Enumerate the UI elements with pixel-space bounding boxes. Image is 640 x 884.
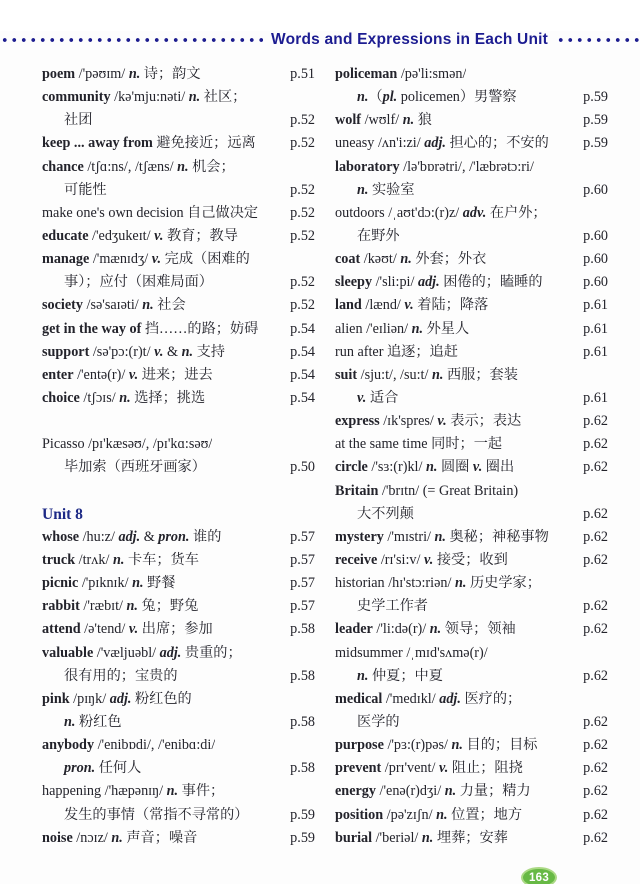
left-column xyxy=(42,63,315,850)
page-ref: p.62 xyxy=(583,713,608,730)
entry-text: noise /nɔɪz/ n. 声音；噪音 xyxy=(42,829,198,846)
entry-line xyxy=(335,63,608,86)
page-ref: p.54 xyxy=(290,389,315,406)
entry-text: keep ... away from 避免接近；远离 xyxy=(42,135,256,152)
entry-text: prevent /prɪ'vent/ v. 阻止；阻挠 xyxy=(335,760,523,777)
page-ref: p.54 xyxy=(290,366,315,383)
page-ref: p.62 xyxy=(583,598,608,615)
entry-text: chance /tʃɑ:ns/, /tʃæns/ n. 机会； xyxy=(42,158,235,175)
entry-line xyxy=(42,433,315,456)
entry-text: manage /'mænɪdʒ/ v. 完成（困难的 xyxy=(42,251,250,268)
entry-line xyxy=(335,526,608,549)
entry-line xyxy=(42,526,315,549)
entry-text: wolf /wʊlf/ n. 狼 xyxy=(335,112,432,129)
entry-line xyxy=(335,433,608,456)
entry-line xyxy=(335,202,608,225)
entry-text: v. 适合 xyxy=(357,389,399,406)
page-ref: p.60 xyxy=(583,181,608,198)
entry-line xyxy=(42,780,315,803)
page-number: 163 xyxy=(528,871,550,884)
entry-line xyxy=(42,549,315,572)
entry-line xyxy=(335,780,608,803)
page-ref: p.62 xyxy=(583,760,608,777)
entry-line xyxy=(42,827,315,850)
page-ref: p.57 xyxy=(290,551,315,568)
entry-text: 在野外 xyxy=(357,227,400,244)
entry-line xyxy=(335,410,608,433)
entry-text: mystery /'mɪstri/ n. 奥秘；神秘事物 xyxy=(335,528,549,545)
page-ref: p.58 xyxy=(290,667,315,684)
entry-line xyxy=(42,156,315,179)
entry-text: truck /trʌk/ n. 卡车；货车 xyxy=(42,551,199,568)
entry-line xyxy=(42,86,315,109)
entry-text: 医学的 xyxy=(357,713,400,730)
page-ref: p.52 xyxy=(290,227,315,244)
entry-text: 社团 xyxy=(64,112,93,129)
entry-text: midsummer /ˌmɪd'sʌmə(r)/ xyxy=(335,644,488,661)
entry-line xyxy=(42,665,315,688)
page-ref: p.59 xyxy=(583,112,608,129)
entry-line xyxy=(335,549,608,572)
entry-text: leader /'li:də(r)/ n. 领导；领袖 xyxy=(335,621,516,638)
entry-line xyxy=(335,734,608,757)
page-ref: p.61 xyxy=(583,320,608,337)
entry-text: community /kə'mju:nəti/ n. 社区； xyxy=(42,89,247,106)
entry-text: 史学工作者 xyxy=(357,598,428,615)
dotted-divider-right xyxy=(556,37,640,43)
entry-text: 大不列颠 xyxy=(357,505,414,522)
entry-line xyxy=(42,271,315,294)
entry-text: uneasy /ʌn'i:zi/ adj. 担心的；不安的 xyxy=(335,135,549,152)
entry-text: n. 粉红色 xyxy=(64,713,122,730)
entry-line xyxy=(335,503,608,526)
entry-line xyxy=(42,248,315,271)
entry-line xyxy=(335,827,608,850)
entry-text: energy /'enə(r)dʒi/ n. 力量；精力 xyxy=(335,783,531,800)
page-ref: p.62 xyxy=(583,737,608,754)
entry-line xyxy=(42,757,315,780)
entry-text: Britain /'brɪtn/ (= Great Britain) xyxy=(335,482,519,499)
entry-line xyxy=(42,711,315,734)
entry-line xyxy=(42,387,315,410)
entry-text: poem /'pəʊɪm/ n. 诗；韵文 xyxy=(42,66,201,82)
entry-line xyxy=(335,711,608,734)
unit-heading xyxy=(42,503,315,526)
entry-line xyxy=(42,225,315,248)
entry-text: picnic /'pɪknɪk/ n. 野餐 xyxy=(42,575,176,592)
entry-line xyxy=(335,318,608,341)
entry-line xyxy=(42,456,315,479)
spacer-line xyxy=(42,480,315,503)
page-ref: p.62 xyxy=(583,551,608,568)
entry-text: pink /pɪŋk/ adj. 粉红色的 xyxy=(42,690,192,707)
entry-line xyxy=(335,757,608,780)
entry-text: land /lænd/ v. 着陆；降落 xyxy=(335,297,489,314)
entry-text: anybody /'enibɒdi/, /'enibɑ:di/ xyxy=(42,737,216,754)
entry-text: n. 实验室 xyxy=(357,181,415,198)
entry-line xyxy=(335,294,608,317)
entry-text: 可能性 xyxy=(64,181,107,198)
page-ref: p.52 xyxy=(290,181,315,198)
entry-text: receive /rɪ'si:v/ v. 接受；收到 xyxy=(335,551,508,568)
entry-line xyxy=(335,248,608,271)
entry-text: coat /kəʊt/ n. 外套；外衣 xyxy=(335,251,487,268)
page-ref: p.61 xyxy=(583,343,608,360)
page-ref: p.62 xyxy=(583,667,608,684)
entry-text: 毕加索（西班牙画家） xyxy=(64,459,206,476)
page-ref: p.62 xyxy=(583,413,608,430)
entry-line xyxy=(42,618,315,641)
page-ref: p.62 xyxy=(583,505,608,522)
entry-line xyxy=(335,642,608,665)
entry-line xyxy=(335,456,608,479)
entry-text: 很有用的；宝贵的 xyxy=(64,667,178,684)
entry-text: burial /'beriəl/ n. 埋葬；安葬 xyxy=(335,829,508,846)
entry-text: at the same time 同时；一起 xyxy=(335,436,503,453)
entry-line xyxy=(42,294,315,317)
entry-text: rabbit /'ræbɪt/ n. 兔；野兔 xyxy=(42,598,199,615)
entry-line xyxy=(335,595,608,618)
entry-line xyxy=(335,341,608,364)
page-ref: p.62 xyxy=(583,806,608,823)
entry-text: educate /'edʒukeɪt/ v. 教育；教导 xyxy=(42,227,238,244)
entry-line xyxy=(335,364,608,387)
entry-text: circle /'sɜ:(r)kl/ n. 圆圈 v. 圈出 xyxy=(335,459,515,476)
entry-line xyxy=(335,804,608,827)
entry-text: purpose /'pɜ:(r)pəs/ n. 目的；目标 xyxy=(335,737,538,754)
page-ref: p.61 xyxy=(583,389,608,406)
page-ref: p.58 xyxy=(290,713,315,730)
page-ref: p.61 xyxy=(583,297,608,314)
spacer-line xyxy=(42,410,315,433)
entry-text: express /ɪk'spres/ v. 表示；表达 xyxy=(335,413,522,430)
dotted-divider-left xyxy=(0,37,263,43)
entry-line xyxy=(42,595,315,618)
entry-line xyxy=(335,688,608,711)
entry-text: get in the way of 挡……的路；妨碍 xyxy=(42,320,259,337)
page-ref: p.59 xyxy=(290,829,315,846)
entry-text: valuable /'væljuəbl/ adj. 贵重的； xyxy=(42,644,242,661)
entry-line xyxy=(335,572,608,595)
page-ref: p.58 xyxy=(290,760,315,777)
entry-line xyxy=(42,318,315,341)
page-ref: p.58 xyxy=(290,621,315,638)
entry-line xyxy=(42,364,315,387)
page-ref: p.52 xyxy=(290,135,315,152)
page-number-badge xyxy=(521,867,557,884)
entry-line xyxy=(335,132,608,155)
entry-line xyxy=(335,179,608,202)
entry-line xyxy=(42,132,315,155)
page-ref: p.52 xyxy=(290,112,315,129)
entry-text: n. 仲夏；中夏 xyxy=(357,667,443,684)
entry-text: historian /hɪ'stɔ:riən/ n. 历史学家； xyxy=(335,575,541,592)
entry-line xyxy=(42,734,315,757)
entry-line xyxy=(42,572,315,595)
entry-text: policeman /pə'li:smən/ xyxy=(335,66,467,82)
entry-line xyxy=(335,665,608,688)
entry-line xyxy=(42,63,315,86)
entry-text: position /pə'zɪʃn/ n. 位置；地方 xyxy=(335,806,523,823)
entry-line xyxy=(42,202,315,225)
page-ref: p.51 xyxy=(290,66,315,82)
right-column xyxy=(335,63,608,850)
entry-line xyxy=(335,618,608,641)
page-ref: p.59 xyxy=(583,135,608,152)
entry-text: laboratory /lə'bɒrətri/, /'læbrətɔ:ri/ xyxy=(335,158,534,175)
entry-line xyxy=(335,480,608,503)
page-ref: p.62 xyxy=(583,459,608,476)
page-ref: p.52 xyxy=(290,204,315,221)
page-ref: p.54 xyxy=(290,343,315,360)
page-ref: p.52 xyxy=(290,297,315,314)
entry-text: sleepy /'sli:pi/ adj. 困倦的；瞌睡的 xyxy=(335,274,543,291)
entry-text: 发生的事情（常指不寻常的） xyxy=(64,806,249,823)
page-ref: p.57 xyxy=(290,575,315,592)
entry-text: n.（pl. policemen）男警察 xyxy=(357,89,517,106)
entry-text: attend /ə'tend/ v. 出席；参加 xyxy=(42,621,213,638)
entry-text: enter /'entə(r)/ v. 进来；进去 xyxy=(42,366,213,383)
page-ref: p.50 xyxy=(290,459,315,476)
page-ref: p.62 xyxy=(583,783,608,800)
entry-text: support /sə'pɔ:(r)t/ v. & n. 支持 xyxy=(42,343,225,360)
page-ref: p.60 xyxy=(583,274,608,291)
textbook-page xyxy=(0,31,640,884)
entry-text: whose /hu:z/ adj. & pron. 谁的 xyxy=(42,528,222,545)
glossary-columns xyxy=(42,63,608,850)
unit-heading-label: Unit 8 xyxy=(42,505,83,523)
page-ref: p.60 xyxy=(583,227,608,244)
entry-line xyxy=(335,387,608,410)
page-ref: p.57 xyxy=(290,598,315,615)
page-ref: p.57 xyxy=(290,528,315,545)
page-header xyxy=(0,31,640,49)
entry-text: happening /'hæpənɪŋ/ n. 事件； xyxy=(42,783,225,800)
entry-text: society /sə'saɪəti/ n. 社会 xyxy=(42,297,186,314)
entry-line xyxy=(335,156,608,179)
page-ref: p.62 xyxy=(583,528,608,545)
page-ref: p.59 xyxy=(290,806,315,823)
entry-text: pron. 任何人 xyxy=(64,760,142,777)
entry-text: run after 追逐；追赶 xyxy=(335,343,458,360)
entry-line xyxy=(42,179,315,202)
entry-line xyxy=(42,341,315,364)
page-ref: p.52 xyxy=(290,274,315,291)
entry-text: 事）；应付（困难局面） xyxy=(64,274,213,291)
entry-line xyxy=(335,225,608,248)
page-title: Words and Expressions in Each Unit xyxy=(271,31,548,48)
entry-text: medical /'medɪkl/ adj. 医疗的； xyxy=(335,690,522,707)
entry-line xyxy=(335,271,608,294)
page-ref: p.60 xyxy=(583,251,608,268)
entry-line xyxy=(42,688,315,711)
entry-text: alien /'eɪliən/ n. 外星人 xyxy=(335,320,470,337)
page-ref: p.62 xyxy=(583,436,608,453)
entry-line xyxy=(42,804,315,827)
entry-line xyxy=(335,109,608,132)
entry-text: make one's own decision 自己做决定 xyxy=(42,204,259,221)
page-ref: p.62 xyxy=(583,621,608,638)
entry-line xyxy=(42,109,315,132)
entry-text: suit /sju:t/, /su:t/ n. 西服；套装 xyxy=(335,366,518,383)
page-ref: p.59 xyxy=(583,89,608,106)
page-ref: p.62 xyxy=(583,829,608,846)
page-ref: p.54 xyxy=(290,320,315,337)
entry-text: outdoors /ˌaʊt'dɔ:(r)z/ adv. 在户外； xyxy=(335,204,547,221)
entry-text: Picasso /pɪ'kæsəʊ/, /pɪ'kɑ:səʊ/ xyxy=(42,436,213,453)
entry-text: choice /tʃɔɪs/ n. 选择；挑选 xyxy=(42,389,206,406)
entry-line xyxy=(42,642,315,665)
entry-line xyxy=(335,86,608,109)
